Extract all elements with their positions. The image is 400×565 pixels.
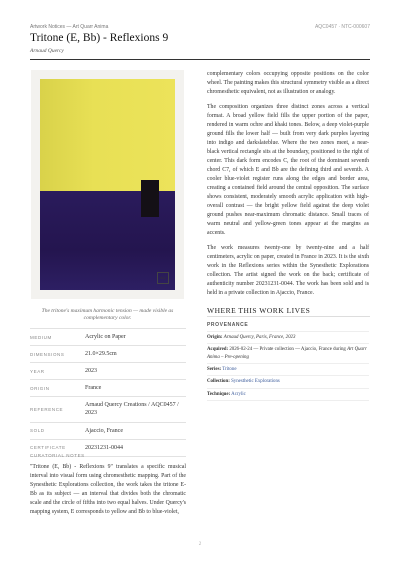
signature-mark: AQ: [157, 272, 169, 284]
meta-value: Acrylic on Paper: [85, 334, 126, 340]
collection-link[interactable]: Synesthetic Explorations: [231, 379, 280, 385]
provenance-acquired: [207, 343, 369, 363]
yellow-field: [40, 79, 175, 191]
metadata-table: [30, 328, 186, 457]
table-row: [30, 329, 186, 346]
meta-value: 2023: [85, 368, 97, 375]
meta-value: 21.0×29.5cm: [85, 351, 117, 358]
breadcrumb: Artwork Notices — Art Quarr Anima: [30, 24, 109, 30]
reference-code: AQC0457 · NTC-000607: [314, 24, 370, 30]
provenance-list: [207, 331, 369, 401]
provenance-collection: [207, 375, 369, 387]
acquired-value: 2026-02-24 — Private collection — Ajaccio, France during: [229, 347, 346, 353]
artist-name: Arnaud Quercy: [30, 48, 64, 54]
where-divider: [207, 316, 370, 317]
table-row: [30, 422, 186, 439]
table-row: [30, 363, 186, 380]
origin-label: Origin:: [207, 335, 223, 340]
provenance-origin: [207, 331, 369, 343]
table-row: [30, 346, 186, 363]
series-link[interactable]: Tritone: [222, 367, 237, 373]
page-title: Tritone (E, Bb) - Reflexions 9: [30, 32, 169, 44]
meta-key: REFERENCE: [30, 406, 64, 412]
collection-label: Collection:: [207, 379, 230, 385]
header-divider: [30, 59, 370, 60]
page-header: [30, 24, 370, 30]
technique-link[interactable]: Acrylic: [231, 391, 246, 397]
meta-key: CERTIFICATE: [30, 445, 66, 451]
description-body: [207, 70, 369, 304]
artwork-image: [31, 70, 184, 299]
meta-key: MEDIUM: [30, 334, 52, 340]
curatorial-notes-text: "Tritone (E, Bb) - Reflexions 9" translates a specific musical interval into visual form using chromesthetic mapping. Part of the Synesthetic Explorations collection, the work takes the tritone E-Bb as its subject — an interval that divides both the chromatic scale and the circle of fifths into two equal halves. Under Quercy's mapping system, E corresponds to yellow and Bb to blue-violet,: [30, 464, 186, 515]
table-row: [30, 397, 186, 422]
meta-key: ORIGIN: [30, 385, 50, 391]
meta-value: Ajaccio, France: [85, 427, 123, 434]
provenance-technique: [207, 388, 369, 401]
where-heading: WHERE THIS WORK LIVES: [207, 306, 311, 315]
acquired-label: Acquired:: [207, 347, 229, 353]
artwork-caption: The tritone's maximum harmonic tension — made visible as complementary color.: [41, 308, 174, 322]
description-paragraph: The composition organizes three distinct zones across a vertical format. A broad yellow field fills the upper portion of the paper, rendered in warm ochre and khaki tones. Below, a deep violet-purple ground fills the lower half — built from very dark purples layering into indigo and darkslateblue. Where the two zones meet, a near-black vertical rectangle sits at the boundary, positioned to the right of center. This dark form encodes C, the root of the dominant seventh chord C7, of which E and Bb are the defining third and seventh. A cooler blue-violet register runs along the edges and border area, creating a contained field around the central opposition. The surface shows consistent, moderately smooth acrylic application with high-overall contrast — the bright yellow field against the deep violet ground pushes near-maximum chromatic distance. Small traces of warm neutral and yellow-green tones appear at the margins as accents.: [207, 103, 369, 236]
meta-value: France: [85, 385, 102, 392]
provenance-series: [207, 363, 369, 375]
page-number: 2: [198, 542, 202, 547]
table-row: [30, 380, 186, 397]
curatorial-notes-label: CURATORIAL NOTES: [30, 453, 85, 458]
painting-canvas: [40, 79, 175, 290]
technique-label: Technique:: [207, 391, 231, 397]
acquired-event: Art Quarr Anima – Pre-opening: [207, 347, 367, 360]
meta-value: 20231231-0044: [85, 444, 123, 451]
meta-key: YEAR: [30, 368, 45, 374]
description-paragraph: The work measures twenty-one by twenty-nine and a half centimeters, acrylic on paper, created in France in 2023. It is the sixth work in the Reflexions series within the Synesthetic Explorations collection. The artist signed the work on the back; certificate of authenticity number 20231231-0044. The work has been sold and is held in a private collection in Ajaccio, France.: [207, 244, 369, 296]
origin-value: Arnaud Quercy, Paris, France, 2023: [223, 335, 296, 340]
provenance-label: PROVENANCE: [207, 322, 249, 328]
dark-rectangle: [141, 180, 159, 217]
series-label: Series:: [207, 367, 222, 373]
meta-key: DIMENSIONS: [30, 351, 65, 357]
meta-value: Arnaud Quercy Creations / AQC0457 / 2023: [85, 402, 179, 417]
meta-key: SOLD: [30, 428, 45, 434]
description-paragraph: complementary colors occupying opposite positions on the color wheel. The painting makes this structural symmetry visible as a direct chromesthetic equivalent, not as illustration or analogy.: [207, 71, 370, 95]
